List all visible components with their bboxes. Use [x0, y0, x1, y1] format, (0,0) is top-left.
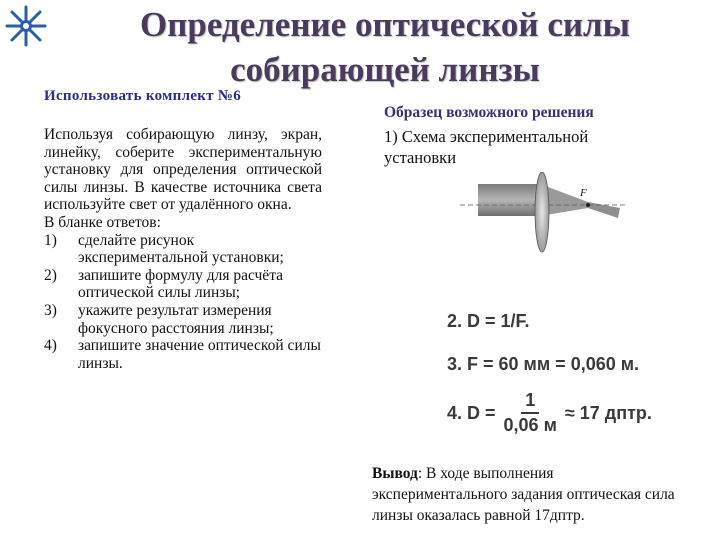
lens: [535, 172, 549, 252]
step-number: 4): [44, 337, 57, 355]
snowflake-logo-icon: [4, 4, 48, 48]
task-steps: [44, 232, 322, 373]
task-step: [44, 302, 322, 337]
task-step: [44, 337, 322, 372]
focus-label: F: [580, 187, 587, 199]
kit-label: Использовать комплект №6: [44, 88, 242, 104]
step-number: 2): [44, 266, 57, 284]
title-line-1: Определение оптической силы: [140, 5, 630, 44]
formula-result: [447, 390, 652, 436]
step-text: сделайте рисунок экспериментальной установки;: [78, 231, 284, 267]
fraction: [504, 390, 557, 436]
task-intro: Используя собирающую линзу, экран, линейку, соберите экспериментальную установку для определения оптической силы линзы. В качестве источника света используйте свет от удалённого окна.: [44, 126, 322, 214]
task-step: [44, 267, 322, 302]
conclusion: [372, 463, 692, 526]
conclusion-label: Вывод: [372, 465, 418, 482]
diverging-beam: [588, 202, 620, 218]
lens-diagram: [458, 172, 628, 272]
step-text: запишите значение оптической силы линзы.: [78, 337, 321, 372]
formula-focal-length: 3. F = 60 мм = 0,060 м.: [447, 354, 640, 374]
light-beam: [478, 184, 540, 216]
conclusion-text: : В ходе выполнения экспериментального задания оптическая сила линзы оказалась равной 17дптр.: [372, 465, 675, 524]
step-text: запишите формулу для расчёта оптической силы линзы;: [78, 266, 284, 302]
formula-optical-power: 2. D = 1/F.: [447, 311, 530, 331]
step-number: 3): [44, 301, 57, 319]
scheme-label: 1) Схема экспериментальной установки: [384, 127, 589, 167]
fraction-numerator: 1: [521, 390, 539, 414]
task-text: [44, 126, 322, 372]
fraction-denominator: 0,06 м: [503, 415, 557, 435]
focal-point: [586, 203, 590, 207]
answer-sheet-label: В бланке ответов:: [44, 213, 161, 231]
task-step: [44, 232, 322, 267]
formula-value: ≈ 17 дптр.: [564, 402, 652, 423]
step-number: 1): [44, 231, 57, 249]
formula-prefix: 4. D =: [447, 402, 496, 423]
sample-heading: Образец возможного решения: [384, 104, 594, 121]
step-text: укажите результат измерения фокусного расстояния линзы;: [78, 301, 274, 337]
title-line-2: собирающей линзы: [230, 50, 540, 89]
page-title: [60, 2, 710, 92]
